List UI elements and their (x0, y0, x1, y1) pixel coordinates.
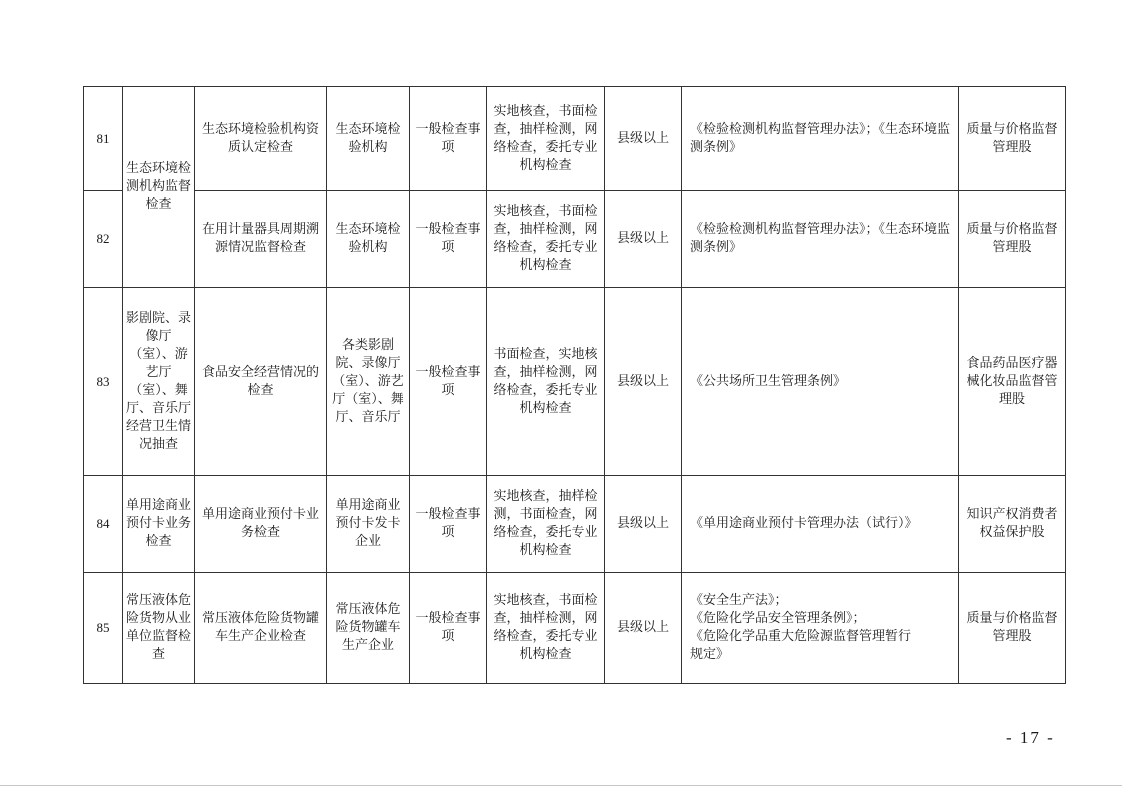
row-type: 一般检查事项 (410, 573, 487, 684)
row-number: 84 (84, 476, 123, 573)
row-type: 一般检查事项 (410, 288, 487, 476)
row-item: 在用计量器具周期溯源情况监督检查 (195, 191, 327, 288)
basis-line: 《安全生产法》； (690, 593, 788, 608)
row-level: 县级以上 (605, 476, 682, 573)
row-dept: 质量与价格监督管理股 (959, 573, 1066, 684)
row-item: 常压液体危险货物罐车生产企业检查 (195, 573, 327, 684)
basis-line: 《危险化学品安全管理条例》； (690, 611, 866, 626)
basis-line: 《危险化学品重大危险源监督管理暂行 (690, 629, 912, 644)
table-row (84, 191, 1066, 288)
row-level: 县级以上 (605, 573, 682, 684)
row-basis: 《检验检测机构监督管理办法》；《生态环境监测条例》 (682, 87, 959, 191)
row-method: 实地核查，抽样检测，书面检查，网络检查，委托专业机构检查 (487, 476, 605, 573)
row-type: 一般检查事项 (410, 191, 487, 288)
table-row (84, 476, 1066, 573)
row-basis: 《单用途商业预付卡管理办法（试行）》 (682, 476, 959, 573)
table-row (84, 288, 1066, 476)
inspection-table (83, 86, 1066, 684)
row-object: 生态环境检验机构 (327, 87, 410, 191)
row-basis: 《检验检测机构监督管理办法》；《生态环境监测条例》 (682, 191, 959, 288)
row-category: 影剧院、录像厅（室）、游艺厅（室）、舞厅、音乐厅经营卫生情况抽查 (123, 288, 195, 476)
row-method: 实地核查，书面检查，抽样检测，网络检查，委托专业机构检查 (487, 573, 605, 684)
row-object: 常压液体危险货物罐车生产企业 (327, 573, 410, 684)
row-level: 县级以上 (605, 191, 682, 288)
row-dept: 质量与价格监督管理股 (959, 191, 1066, 288)
row-type: 一般检查事项 (410, 476, 487, 573)
row-method: 书面检查，实地核查，抽样检测，网络检查，委托专业机构检查 (487, 288, 605, 476)
row-category: 常压液体危险货物从业单位监督检查 (123, 573, 195, 684)
row-dept: 食品药品医疗器械化妆品监督管理股 (959, 288, 1066, 476)
row-number: 81 (84, 87, 123, 191)
row-category: 生态环境检测机构监督检查 (123, 87, 195, 288)
row-object: 单用途商业预付卡发卡企业 (327, 476, 410, 573)
table-row (84, 87, 1066, 191)
row-dept: 质量与价格监督管理股 (959, 87, 1066, 191)
row-method: 实地核查，书面检查，抽样检测，网络检查，委托专业机构检查 (487, 191, 605, 288)
row-item: 生态环境检验机构资质认定检查 (195, 87, 327, 191)
row-category: 单用途商业预付卡业务检查 (123, 476, 195, 573)
row-dept: 知识产权消费者权益保护股 (959, 476, 1066, 573)
table-row (84, 573, 1066, 684)
row-number: 83 (84, 288, 123, 476)
row-number: 82 (84, 191, 123, 288)
row-object: 生态环境检验机构 (327, 191, 410, 288)
page-number: - 17 - (1006, 728, 1055, 747)
row-level: 县级以上 (605, 87, 682, 191)
basis-line: 规定》 (690, 647, 730, 662)
row-basis (682, 573, 959, 684)
scan-edge-line (0, 785, 1122, 786)
row-level: 县级以上 (605, 288, 682, 476)
row-item: 单用途商业预付卡业务检查 (195, 476, 327, 573)
row-type: 一般检查事项 (410, 87, 487, 191)
row-basis: 《公共场所卫生管理条例》 (682, 288, 959, 476)
row-object: 各类影剧院、录像厅（室）、游艺厅（室）、舞厅、音乐厅 (327, 288, 410, 476)
row-method: 实地核查，书面检查，抽样检测，网络检查，委托专业机构检查 (487, 87, 605, 191)
row-number: 85 (84, 573, 123, 684)
row-item: 食品安全经营情况的检查 (195, 288, 327, 476)
